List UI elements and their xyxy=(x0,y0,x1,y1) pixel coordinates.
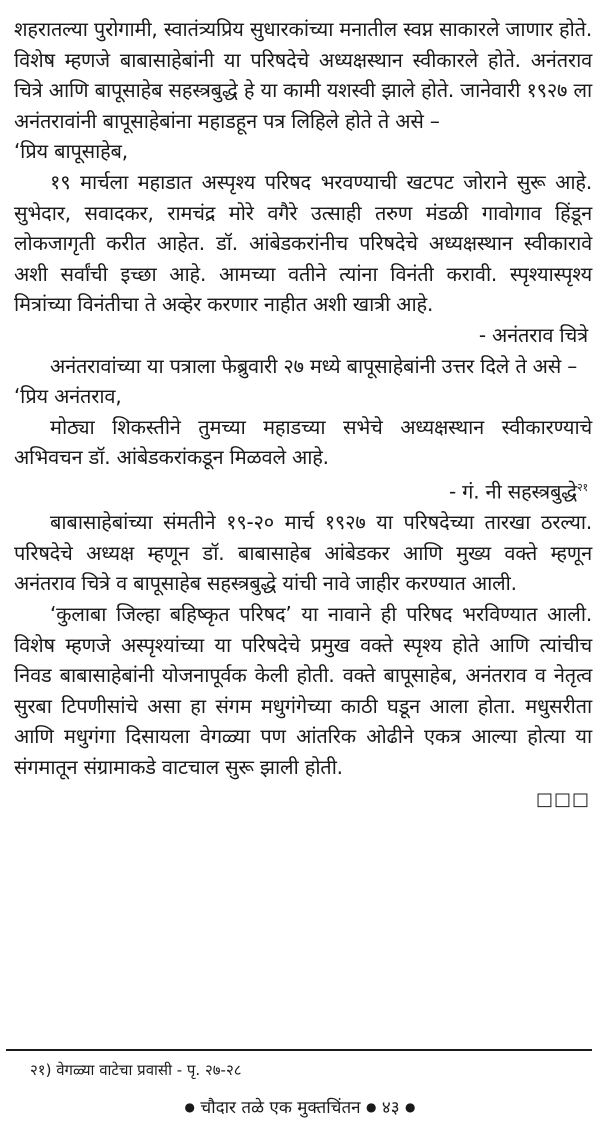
footnote-reference: २१ xyxy=(576,480,588,494)
footer-bullet-right: ● xyxy=(404,1100,416,1114)
paragraph-2: अनंतरावांच्या या पत्राला फेब्रुवारी २७ मध्ये बापूसाहेबांनी उत्तर दिले ते असे – xyxy=(50,353,578,378)
page-footer xyxy=(0,1095,600,1120)
footer-bullet-middle: ● xyxy=(365,1100,377,1114)
paragraph-1: शहरातल्या पुरोगामी, स्वातंत्र्यप्रिय सुधारकांच्या मनातील स्वप्न साकारले जाणार होते. विशेष म्हणजे बाबासाहेबांनी या परिषदेचे अध्यक्षस्थान स्वीकारले होते. अनंतराव चित्रे आणि बापूसाहेब सहस्त्रबुद्धे हे या कामी यशस्वी झाले होते. जानेवारी १९२७ ला अनंतरावांनी बापूसाहेबांना महाडहून पत्र लिहिले होते ते असे – xyxy=(14,17,592,133)
letter-2-body: मोठ्या शिकस्तीने तुमच्या महाडच्या सभेचे अध्यक्षस्थान स्वीकारण्याचे अभिवचन डॉ. आंबेडकरांकडून मिळवले आहे. xyxy=(14,414,592,470)
footnote: २१) वेगळ्या वाटेचा प्रवासी - पृ. २७-२८ xyxy=(30,1061,242,1079)
letter-1-signature: - अनंतराव चित्रे xyxy=(478,322,588,347)
letter-2-salutation: ‘प्रिय अनंतराव, xyxy=(14,384,122,409)
paragraph-4: ‘कुलाबा जिल्हा बहिष्कृत परिषद’ या नावाने ही परिषद भरविण्यात आली. विशेष म्हणजे अस्पृश्यांच्या या परिषदेचे प्रमुख वक्ते स्पृश्य होते आणि त्यांचीच निवड बाबासाहेबांनी योजनापूर्वक केली होती. वक्ते बापूसाहेब, अनंतराव व नेतृत्व सुरबा टिपणीसांचे असा हा संगम मधुगंगेच्या काठी घडून आला होता. मधुसरीता आणि मधुगंगा दिसायला वेगळ्या पण आंतरिक ओढीने एकत्र आल्या होत्या या संगमातून संग्रामाकडे वाटचाल सुरू झाली होती. xyxy=(14,601,592,779)
paragraph-3: बाबासाहेबांच्या संमतीने १९-२० मार्च १९२७ या परिषदेच्या तारखा ठरल्या. परिषदेचे अध्यक्ष म्हणून डॉ. बाबासाहेब आंबेडकर आणि मुख्य वक्ते म्हणून अनंतराव चित्रे व बापूसाहेब सहस्त्रबुद्धे यांची नावे जाहीर करण्यात आली. xyxy=(14,510,592,596)
footer-bullet-left: ● xyxy=(184,1100,196,1114)
book-title: चौदार तळे एक मुक्तचिंतन xyxy=(200,1098,361,1118)
letter-2-signature-line xyxy=(14,473,592,507)
main-text xyxy=(14,14,592,817)
page-number: ४३ xyxy=(381,1098,400,1118)
section-end-mark: □□□ xyxy=(535,788,590,810)
letter-1-body: १९ मार्चला महाडात अस्पृश्य परिषद भरवण्याची खटपट जोराने सुरू आहे. सुभेदार, सवादकर, रामचंद्र मोरे वगैरे उत्साही तरुण मंडळी गावोगाव हिंडून लोकजागृती करीत आहेत. डॉ. आंबेडकरांनीच परिषदेचे अध्यक्षस्थान स्वीकारावे अशी सर्वांची इच्छा आहे. आमच्या वतीने त्यांना विनंती करावी. स्पृश्यास्पृश्य मित्रांच्या विनंतीचा ते अव्हेर करणार नाहीत अशी खात्री आहे. xyxy=(14,169,592,317)
footnote-divider xyxy=(6,1049,592,1051)
letter-2-signature: - गं. नी सहस्त्रबुद्धे xyxy=(449,479,577,504)
letter-1-salutation: ‘प्रिय बापूसाहेब, xyxy=(14,139,128,164)
